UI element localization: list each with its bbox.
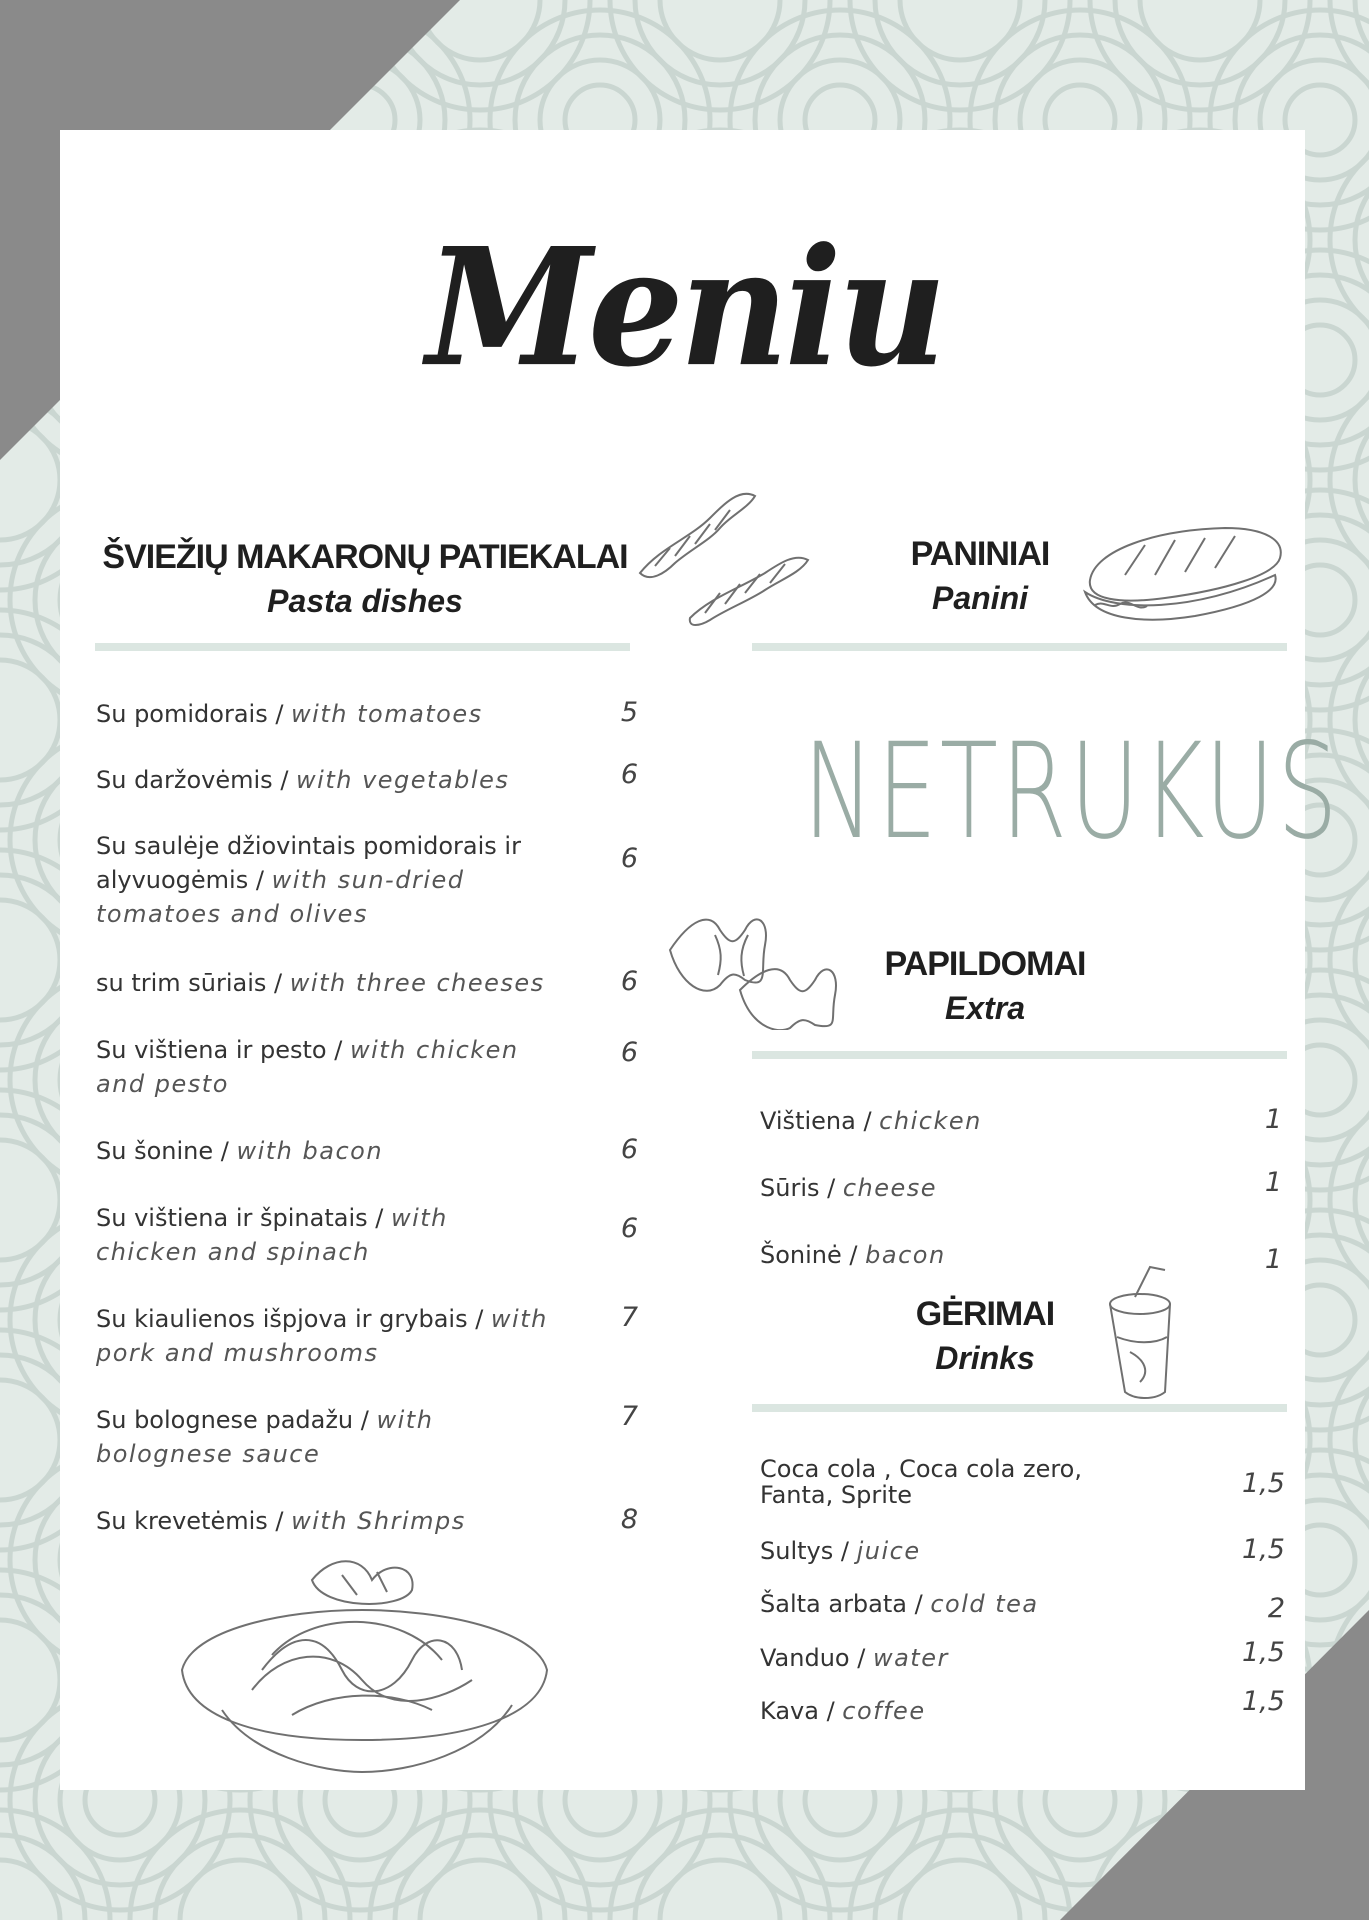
pasta-item-price: 6 xyxy=(620,1213,638,1244)
pasta-item-name-en: with bolognese sauce xyxy=(96,1406,434,1468)
pasta-item-price: 7 xyxy=(620,1401,638,1432)
drinks-item-price: 1,5 xyxy=(1242,1686,1285,1717)
pasta-item-name-en: with bacon xyxy=(236,1137,384,1165)
pasta-item xyxy=(96,829,556,931)
pasta-item xyxy=(96,1403,556,1471)
drinks-item-name-en: coffee xyxy=(842,1697,926,1725)
extra-item-name-en: bacon xyxy=(865,1241,946,1269)
pasta-item-name-lt: Su vištiena ir pesto / xyxy=(96,1036,350,1064)
panini-divider xyxy=(752,643,1287,651)
pasta-item-price: 6 xyxy=(620,843,638,874)
soda-cup-icon xyxy=(1095,1262,1195,1402)
farfalle-pasta-icon xyxy=(660,900,850,1030)
drinks-section-header xyxy=(880,1295,1090,1377)
extra-item xyxy=(760,1171,1180,1205)
extra-title-en: Extra xyxy=(944,990,1026,1026)
pasta-item xyxy=(96,1302,556,1370)
pasta-item-name-lt: Su krevetėmis / xyxy=(96,1507,292,1535)
drinks-item xyxy=(760,1534,1140,1568)
pasta-item-name-en: with vegetables xyxy=(296,766,510,794)
pasta-item-price: 6 xyxy=(620,759,638,790)
pasta-item-name-en: with three cheeses xyxy=(289,969,545,997)
panini-sandwich-icon xyxy=(1075,520,1295,630)
pasta-item-price: 5 xyxy=(620,697,638,728)
drinks-item-name-lt: Šalta arbata / xyxy=(760,1590,931,1618)
pasta-title-en: Pasta dishes xyxy=(267,583,463,619)
pasta-item-name-lt: Su pomidorais / xyxy=(96,700,292,728)
extra-section-header xyxy=(860,945,1110,1027)
pasta-item xyxy=(96,1033,556,1101)
pasta-item-name-lt: Su kiaulienos išpjova ir grybais / xyxy=(96,1305,491,1333)
drinks-item xyxy=(760,1587,1140,1621)
pasta-item xyxy=(96,1504,556,1538)
extra-item-name-lt: Sūris / xyxy=(760,1174,843,1202)
extra-item-price: 1 xyxy=(1264,1104,1282,1135)
drinks-item-price: 1,5 xyxy=(1242,1468,1285,1499)
pasta-item-name-en: with sun-dried tomatoes and olives xyxy=(96,866,465,928)
drinks-item-name-lt: Sultys / xyxy=(760,1537,857,1565)
drinks-item-name-lt: Kava / xyxy=(760,1697,843,1725)
pasta-item-name-en: with pork and mushrooms xyxy=(96,1305,548,1367)
pasta-item-price: 6 xyxy=(620,1037,638,1068)
pasta-item-name-en: with chicken and spinach xyxy=(96,1204,448,1266)
drinks-item-name-en: cold tea xyxy=(930,1590,1039,1618)
pasta-item-name-lt: Su vištiena ir špinatais / xyxy=(96,1204,391,1232)
panini-title-lt: PANINIAI xyxy=(910,535,1050,573)
drinks-item-price: 2 xyxy=(1267,1593,1285,1624)
drinks-item-name-en: juice xyxy=(856,1537,921,1565)
extra-item xyxy=(760,1104,1180,1138)
pasta-item xyxy=(96,1134,556,1168)
extra-divider xyxy=(752,1051,1287,1059)
extra-item-price: 1 xyxy=(1264,1167,1282,1198)
drinks-title-en: Drinks xyxy=(935,1340,1035,1376)
pasta-item-price: 6 xyxy=(620,966,638,997)
pasta-item-name-lt: su trim sūriais / xyxy=(96,969,290,997)
pasta-item xyxy=(96,763,556,797)
drinks-divider xyxy=(752,1404,1287,1412)
extra-item-name-lt: Vištiena / xyxy=(760,1107,880,1135)
pasta-item-name-lt: Su daržovėmis / xyxy=(96,766,297,794)
drinks-title-lt: GĖRIMAI xyxy=(915,1295,1055,1333)
pasta-item xyxy=(96,966,556,1000)
menu-title: Meniu xyxy=(426,212,943,404)
pasta-item-price: 7 xyxy=(620,1302,638,1333)
drinks-item xyxy=(760,1641,1140,1675)
extra-item-name-en: chicken xyxy=(879,1107,982,1135)
drinks-item-name-lt: Coca cola , Coca cola zero, Fanta, Sprite xyxy=(760,1455,1082,1509)
drinks-item xyxy=(760,1694,1140,1728)
pasta-item-name-lt: Su saulėje džiovintais pomidorais ir alyvuogėmis / xyxy=(96,832,521,894)
drinks-item-name-lt: Vanduo / xyxy=(760,1644,873,1672)
pasta-item xyxy=(96,1201,556,1269)
pasta-item-name-en: with tomatoes xyxy=(291,700,483,728)
pasta-title-lt: ŠVIEŽIŲ MAKARONŲ PATIEKALAI xyxy=(102,538,628,576)
pasta-item-price: 8 xyxy=(620,1504,638,1535)
drinks-item-price: 1,5 xyxy=(1242,1534,1285,1565)
extra-title-lt: PAPILDOMAI xyxy=(884,945,1086,983)
pasta-item-price: 6 xyxy=(620,1134,638,1165)
fusilli-pasta-icon xyxy=(630,478,830,638)
panini-title-en: Panini xyxy=(931,580,1028,616)
spaghetti-plate-icon xyxy=(172,1540,552,1780)
pasta-item-name-en: with Shrimps xyxy=(291,1507,466,1535)
drinks-item-price: 1,5 xyxy=(1242,1637,1285,1668)
coming-soon-text: NETRUKUS xyxy=(803,715,1341,869)
pasta-section-header xyxy=(90,538,640,620)
pasta-item xyxy=(96,697,556,731)
pasta-item-name-lt: Su šonine / xyxy=(96,1137,237,1165)
pasta-divider xyxy=(95,643,630,651)
pasta-item-name-en: with chicken and pesto xyxy=(96,1036,519,1098)
panini-section-header xyxy=(880,535,1080,617)
drinks-item-name-en: water xyxy=(872,1644,949,1672)
extra-item-name-lt: Šoninė / xyxy=(760,1241,866,1269)
extra-item-name-en: cheese xyxy=(842,1174,938,1202)
drinks-item xyxy=(760,1456,1140,1508)
pasta-item-name-lt: Su bolognese padažu / xyxy=(96,1406,377,1434)
extra-item-price: 1 xyxy=(1264,1244,1282,1275)
